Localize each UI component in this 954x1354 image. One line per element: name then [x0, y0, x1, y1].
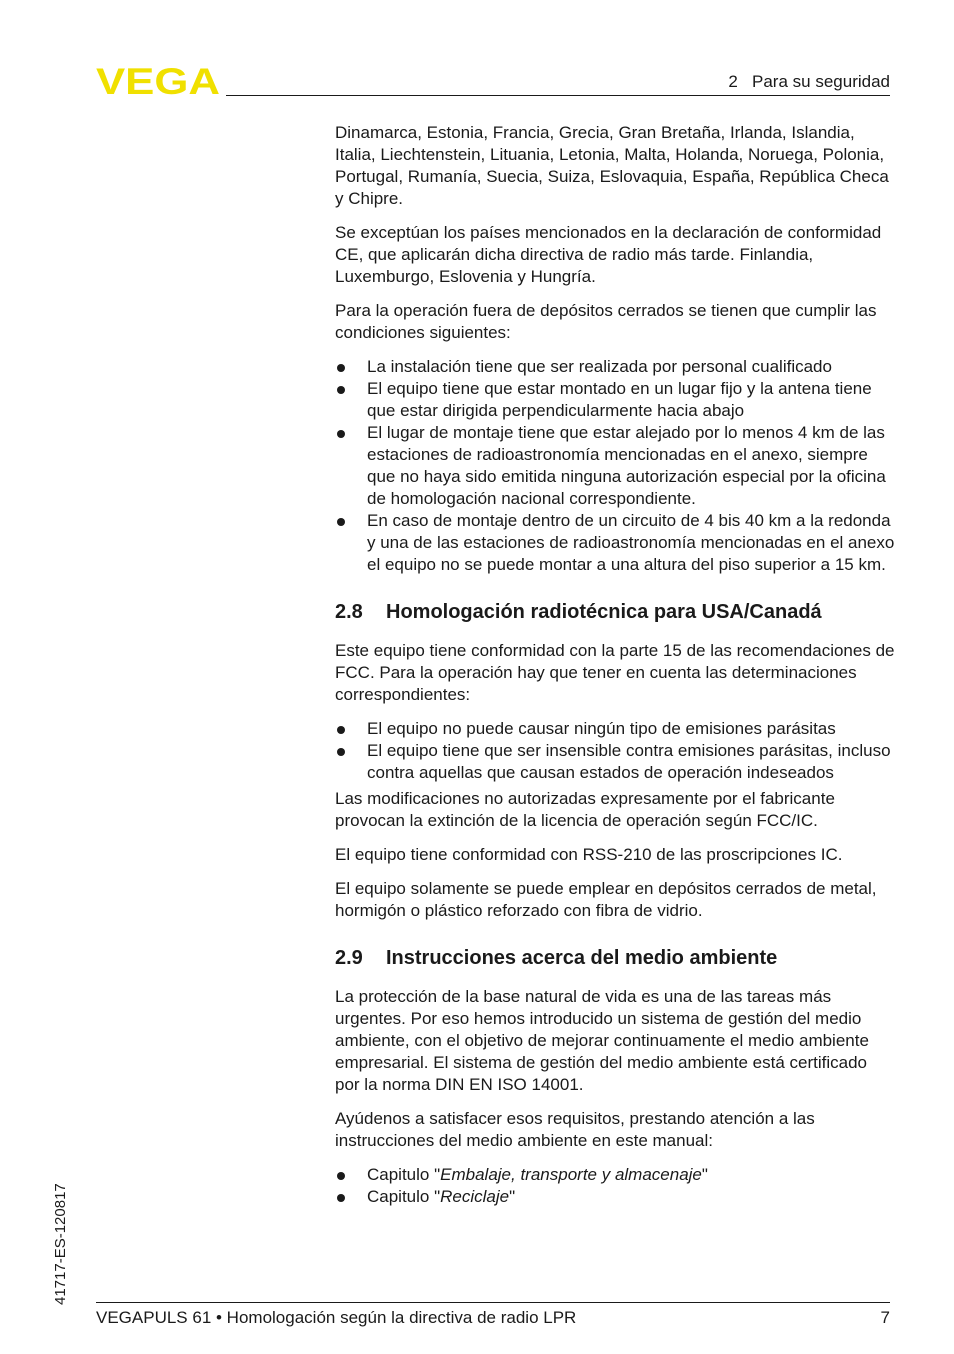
bullet-icon [337, 726, 345, 734]
list-item: Capitulo "Embalaje, transporte y almacenaje" [335, 1164, 895, 1186]
header-divider [226, 95, 890, 96]
page-content [335, 122, 895, 1220]
document-code: 41717-ES-120817 [52, 1183, 69, 1305]
chapter-link: Reciclaje [440, 1187, 510, 1206]
page-number: 7 [880, 1308, 890, 1327]
conditions-list [335, 356, 895, 576]
bullet-icon [337, 1194, 345, 1202]
list-item: El lugar de montaje tiene que estar alejado por lo menos 4 km de las estaciones de radioastronomía mencionadas en el anexo, siempre que no haya sido emitida ninguna autorización especial por la oficina de homologación nacional correspondiente. [335, 422, 895, 510]
paragraph: Dinamarca, Estonia, Francia, Grecia, Gran Bretaña, Irlanda, Islandia, Italia, Liechtenstein, Lituania, Letonia, Malta, Holanda, Noruega, Polonia, Portugal, Rumanía, Suecia, Suiza, Eslovaquia, España, República Checa y Chipre. [335, 123, 889, 208]
paragraph: Para la operación fuera de depósitos cerrados se tienen que cumplir las condiciones siguientes: [335, 301, 877, 342]
bullet-icon [337, 1172, 345, 1180]
bullet-icon [337, 748, 345, 756]
fcc-requirements-list [335, 718, 895, 784]
paragraph: Este equipo tiene conformidad con la parte 15 de las recomendaciones de FCC. Para la operación hay que tener en cuenta las determinaciones correspondientes: [335, 641, 895, 704]
paragraph: El equipo tiene conformidad con RSS-210 de las proscripciones IC. [335, 845, 843, 864]
paragraph: Ayúdenos a satisfacer esos requisitos, prestando atención a las instrucciones del medio ambiente en este manual: [335, 1109, 815, 1150]
section-heading-2-9: 2.9 Instrucciones acerca del medio ambiente [335, 947, 778, 969]
paragraph: El equipo solamente se puede emplear en depósitos cerrados de metal, hormigón o plástico reforzado con fibra de vidrio. [335, 879, 877, 920]
bullet-icon [337, 430, 345, 438]
section-heading-2-8: 2.8 Homologación radiotécnica para USA/Canadá [335, 601, 822, 623]
list-item: La instalación tiene que ser realizada por personal cualificado [335, 356, 895, 378]
chapter-link: Embalaje, transporte y almacenaje [440, 1165, 702, 1184]
footer-divider [96, 1302, 890, 1303]
list-item: El equipo tiene que estar montado en un lugar fijo y la antena tiene que estar dirigida perpendicularmente hacia abajo [335, 378, 895, 422]
list-item: Capitulo "Reciclaje" [335, 1186, 895, 1208]
list-item: El equipo tiene que ser insensible contra emisiones parásitas, incluso contra aquellas que causan estados de operación indeseados [335, 740, 895, 784]
footer-text: VEGAPULS 61 • Homologación según la directiva de radio LPR [96, 1308, 577, 1327]
chapter-reference-list [335, 1164, 895, 1208]
svg-text:VEGA: VEGA [96, 66, 220, 96]
list-item: En caso de montaje dentro de un circuito de 4 bis 40 km a la redonda y una de las estaciones de radioastronomía mencionadas en el anexo el equipo no se puede montar a una altura del piso superior a 15 km. [335, 510, 895, 576]
bullet-icon [337, 518, 345, 526]
vega-logo [96, 66, 220, 96]
bullet-icon [337, 364, 345, 372]
bullet-icon [337, 386, 345, 394]
list-item: El equipo no puede causar ningún tipo de emisiones parásitas [335, 718, 895, 740]
paragraph: Las modificaciones no autorizadas expresamente por el fabricante provocan la extinción de la licencia de operación según FCC/IC. [335, 789, 835, 830]
paragraph: Se exceptúan los países mencionados en la declaración de conformidad CE, que aplicarán dicha directiva de radio más tarde. Finlandia, Luxemburgo, Eslovenia y Hungría. [335, 223, 882, 286]
header-section-title: 2 Para su seguridad [728, 72, 890, 91]
paragraph: La protección de la base natural de vida es una de las tareas más urgentes. Por eso hemos introducido un sistema de gestión del medio ambiente, con el objetivo de mejorar continuamente el medio ambiente empresarial. El sistema de gestión del medio ambiente está certificado por la norma DIN EN ISO 14001. [335, 987, 869, 1094]
